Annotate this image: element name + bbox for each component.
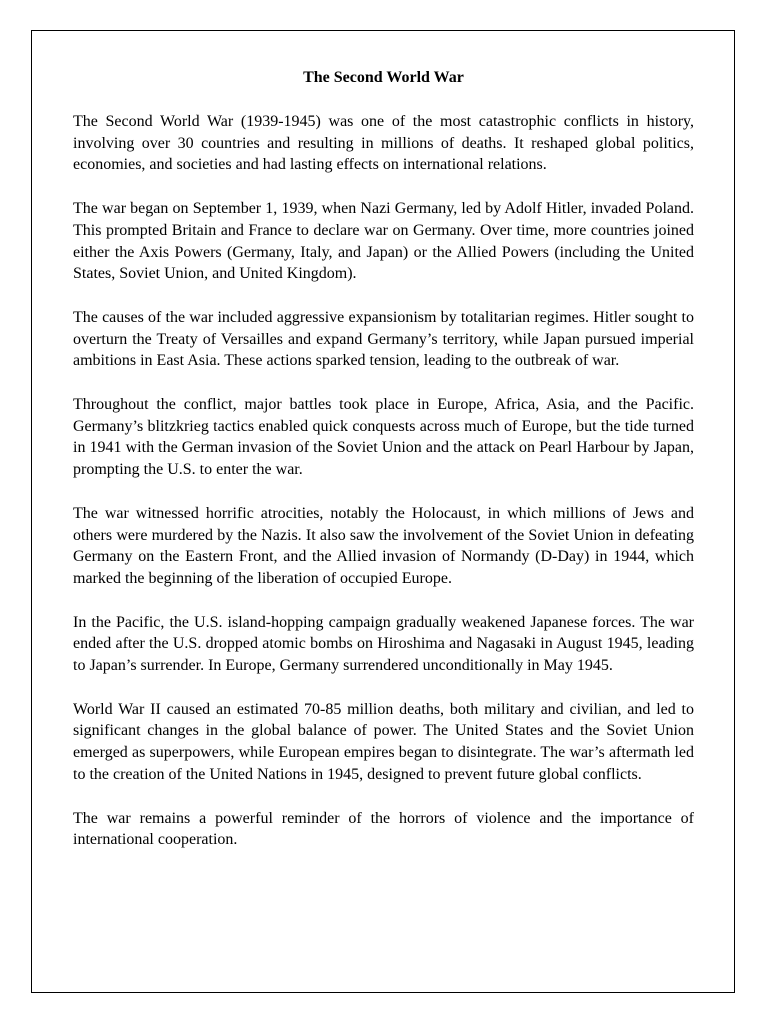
paragraph-outbreak: The war began on September 1, 1939, when Nazi Germany, led by Adolf Hitler, invaded Poland. This prompted Britain and France to declare war on Germany. Over time, more countries joined either the Axis Powers (Germany, Italy, and Japan) or the Allied Powers (including the United States, Soviet Union, and United Kingdom).: [73, 200, 694, 283]
paragraph-conclusion: The war remains a powerful reminder of the horrors of violence and the importance of international cooperation.: [73, 809, 694, 849]
paragraph-causes: The causes of the war included aggressive expansionism by totalitarian regimes. Hitler sought to overturn the Treaty of Versailles and expand Germany’s territory, while Japan pursued imperial ambitions in East Asia. These actions sparked tension, leading to the outbreak of war.: [73, 308, 694, 370]
document-body: [73, 67, 694, 873]
paragraph-aftermath: World War II caused an estimated 70-85 million deaths, both military and civilian, and led to significant changes in the global balance of power. The United States and the Soviet Union emerged as superpowers, while European empires began to disintegrate. The war’s aftermath led to the creation of the United Nations in 1945, designed to prevent future global conflicts.: [73, 700, 694, 783]
document-title: The Second World War: [303, 69, 464, 86]
paragraph-battles: Throughout the conflict, major battles took place in Europe, Africa, Asia, and the Pacific. Germany’s blitzkrieg tactics enabled quick conquests across much of Europe, but the tide turned in 1941 with the German invasion of the Soviet Union and the attack on Pearl Harbour by Japan, prompting the U.S. to enter the war.: [73, 396, 694, 479]
paragraph-pacific: In the Pacific, the U.S. island-hopping campaign gradually weakened Japanese forces. The war ended after the U.S. dropped atomic bombs on Hiroshima and Nagasaki in August 1945, leading to Japan’s surrender. In Europe, Germany surrendered unconditionally in May 1945.: [73, 613, 694, 675]
paragraph-atrocities: The war witnessed horrific atrocities, notably the Holocaust, in which millions of Jews and others were murdered by the Nazis. It also saw the involvement of the Soviet Union in defeating Germany on the Eastern Front, and the Allied invasion of Normandy (D-Day) in 1944, which marked the beginning of the liberation of occupied Europe.: [73, 504, 694, 587]
paragraph-intro: The Second World War (1939-1945) was one of the most catastrophic conflicts in history, involving over 30 countries and resulting in millions of deaths. It reshaped global politics, economies, and societies and had lasting effects on international relations.: [73, 113, 694, 174]
